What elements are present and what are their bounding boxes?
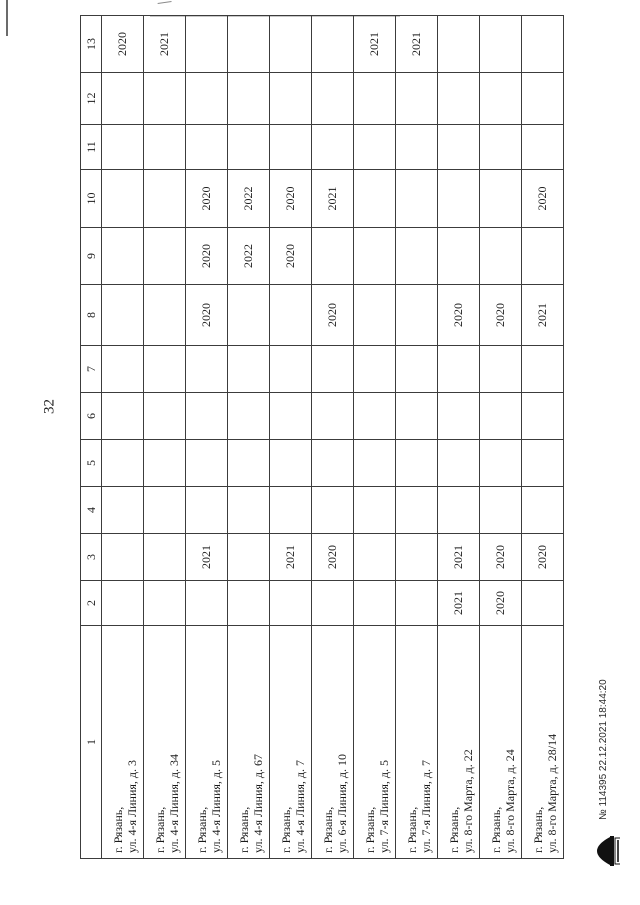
year-cell	[228, 346, 270, 393]
year-cell	[438, 16, 480, 73]
year-cell	[228, 440, 270, 487]
year-cell	[354, 393, 396, 440]
year-cell	[312, 393, 354, 440]
address-cell	[438, 626, 480, 859]
year-cell	[480, 393, 522, 440]
year-cell	[354, 581, 396, 626]
table-row	[144, 16, 186, 859]
page-edge-mark	[6, 0, 8, 36]
year-cell	[144, 125, 186, 170]
year-cell	[480, 125, 522, 170]
address-city: г. Рязань,	[531, 806, 545, 853]
year-cell	[354, 73, 396, 125]
year-cell: 2020	[186, 228, 228, 285]
year-cell	[144, 170, 186, 228]
table-row	[312, 16, 354, 859]
header-cell: 13	[81, 16, 102, 73]
year-cell	[312, 581, 354, 626]
year-cell	[144, 440, 186, 487]
address-street: ул. 4-я Линия, д. 3	[125, 759, 139, 853]
table-row	[102, 16, 144, 859]
year-cell	[522, 440, 564, 487]
address-street: ул. 4-я Линия, д. 5	[209, 759, 223, 853]
address-street: ул. 8-го Марта, д. 28/14	[545, 733, 559, 853]
year-cell: 2021	[144, 16, 186, 73]
year-cell: 2021	[438, 534, 480, 581]
year-cell	[144, 581, 186, 626]
year-cell	[228, 285, 270, 346]
year-cell	[438, 393, 480, 440]
year-cell: 2020	[522, 534, 564, 581]
address-cell	[144, 626, 186, 859]
year-cell: 2020	[480, 534, 522, 581]
year-cell: 2021	[438, 581, 480, 626]
year-cell	[312, 346, 354, 393]
year-cell	[396, 285, 438, 346]
year-cell	[186, 487, 228, 534]
table-row	[438, 16, 480, 859]
year-cell	[438, 487, 480, 534]
header-cell: 12	[81, 73, 102, 125]
table-row	[396, 16, 438, 859]
table-row	[270, 16, 312, 859]
year-cell	[480, 73, 522, 125]
address-street: ул. 4-я Линия, д. 7	[293, 759, 307, 853]
address-city: г. Рязань,	[363, 806, 377, 853]
year-cell	[102, 73, 144, 125]
year-cell	[396, 73, 438, 125]
year-cell: 2020	[186, 170, 228, 228]
table-row	[480, 16, 522, 859]
year-cell	[480, 487, 522, 534]
year-cell	[312, 16, 354, 73]
year-cell	[228, 487, 270, 534]
year-cell	[102, 440, 144, 487]
year-cell: 2021	[186, 534, 228, 581]
address-cell	[354, 626, 396, 859]
header-cell: 2	[81, 581, 102, 626]
year-cell	[270, 285, 312, 346]
year-cell	[270, 16, 312, 73]
year-cell	[522, 73, 564, 125]
year-cell: 2020	[480, 581, 522, 626]
year-cell	[480, 228, 522, 285]
year-cell	[522, 125, 564, 170]
header-cell: 5	[81, 440, 102, 487]
year-cell	[144, 534, 186, 581]
year-cell	[144, 285, 186, 346]
header-cell: 11	[81, 125, 102, 170]
year-cell	[270, 487, 312, 534]
year-cell: 2021	[312, 170, 354, 228]
year-cell	[312, 487, 354, 534]
address-street: ул. 7-я Линия, д. 5	[377, 759, 391, 853]
emblem-icon	[586, 828, 620, 874]
address-city: г. Рязань,	[279, 806, 293, 853]
year-cell	[270, 393, 312, 440]
registration-stamp	[598, 580, 610, 820]
year-cell	[396, 393, 438, 440]
year-cell: 2021	[396, 16, 438, 73]
table-container	[80, 32, 559, 859]
address-street: ул. 8-го Марта, д. 24	[503, 749, 517, 853]
address-city: г. Рязань,	[153, 806, 167, 853]
table-row	[522, 16, 564, 859]
year-cell: 2020	[270, 228, 312, 285]
year-cell	[186, 125, 228, 170]
year-cell	[228, 581, 270, 626]
year-cell	[228, 16, 270, 73]
year-cell	[270, 125, 312, 170]
year-cell	[354, 487, 396, 534]
address-city: г. Рязань,	[111, 806, 125, 853]
header-cell: 8	[81, 285, 102, 346]
year-cell	[144, 487, 186, 534]
stamp-text: № 114395 22.12.2021 18:44:20	[598, 679, 609, 820]
address-city: г. Рязань,	[195, 806, 209, 853]
year-cell	[312, 125, 354, 170]
address-cell	[228, 626, 270, 859]
year-cell	[396, 346, 438, 393]
address-street: ул. 8-го Марта, д. 22	[461, 749, 475, 853]
table-row	[354, 16, 396, 859]
header-cell: 9	[81, 228, 102, 285]
address-cell	[522, 626, 564, 859]
year-cell	[396, 581, 438, 626]
year-cell	[522, 487, 564, 534]
year-cell	[102, 285, 144, 346]
year-cell: 2021	[354, 16, 396, 73]
year-cell	[354, 228, 396, 285]
address-street: ул. 6-я Линия, д. 10	[335, 753, 349, 853]
year-cell: 2020	[312, 534, 354, 581]
year-cell	[396, 534, 438, 581]
year-cell	[102, 170, 144, 228]
year-cell: 2021	[522, 285, 564, 346]
year-cell	[102, 393, 144, 440]
year-cell	[102, 346, 144, 393]
year-cell	[480, 346, 522, 393]
address-cell	[102, 626, 144, 859]
header-row	[81, 16, 102, 859]
year-cell: 2022	[228, 170, 270, 228]
address-street: ул. 4-я Линия, д. 67	[251, 753, 265, 853]
year-cell	[144, 228, 186, 285]
year-cell	[186, 16, 228, 73]
address-city: г. Рязань,	[321, 806, 335, 853]
year-cell	[396, 125, 438, 170]
address-cell	[480, 626, 522, 859]
year-cell	[522, 346, 564, 393]
year-cell: 2021	[270, 534, 312, 581]
year-cell: 2020	[438, 285, 480, 346]
year-cell: 2020	[102, 16, 144, 73]
year-cell	[396, 487, 438, 534]
year-cell	[354, 346, 396, 393]
header-cell: 1	[81, 626, 102, 859]
year-cell	[102, 228, 144, 285]
year-cell	[312, 73, 354, 125]
year-cell	[228, 393, 270, 440]
year-cell	[522, 16, 564, 73]
year-cell	[438, 440, 480, 487]
year-cell	[480, 170, 522, 228]
year-cell	[480, 440, 522, 487]
year-cell	[186, 440, 228, 487]
year-cell: 2020	[480, 285, 522, 346]
address-cell	[312, 626, 354, 859]
year-cell	[438, 170, 480, 228]
year-cell	[354, 125, 396, 170]
year-cell	[438, 228, 480, 285]
year-cell: 2022	[228, 228, 270, 285]
year-cell	[186, 346, 228, 393]
year-cell	[186, 73, 228, 125]
header-cell: 7	[81, 346, 102, 393]
year-cell	[102, 487, 144, 534]
year-cell	[102, 581, 144, 626]
year-cell	[354, 285, 396, 346]
year-cell	[438, 73, 480, 125]
year-cell: 2020	[522, 170, 564, 228]
header-cell: 4	[81, 487, 102, 534]
address-street: ул. 7-я Линия, д. 7	[419, 759, 433, 853]
header-cell: 6	[81, 393, 102, 440]
address-city: г. Рязань,	[405, 806, 419, 853]
year-cell: 2020	[312, 285, 354, 346]
address-cell	[186, 626, 228, 859]
year-cell	[144, 393, 186, 440]
year-cell	[354, 170, 396, 228]
year-cell: 2020	[186, 285, 228, 346]
year-cell	[102, 125, 144, 170]
year-cell	[228, 534, 270, 581]
year-cell	[522, 228, 564, 285]
year-cell: 2020	[270, 170, 312, 228]
year-cell	[522, 393, 564, 440]
address-city: г. Рязань,	[447, 806, 461, 853]
year-cell	[522, 581, 564, 626]
year-cell	[270, 346, 312, 393]
table-body	[102, 16, 564, 859]
table-row	[186, 16, 228, 859]
year-cell	[480, 16, 522, 73]
address-cell	[270, 626, 312, 859]
address-cell	[396, 626, 438, 859]
scan-artifact	[158, 1, 173, 10]
year-cell	[354, 534, 396, 581]
year-cell	[396, 228, 438, 285]
year-cell	[312, 228, 354, 285]
year-cell	[228, 73, 270, 125]
address-city: г. Рязань,	[489, 806, 503, 853]
year-cell	[186, 393, 228, 440]
year-cell	[438, 125, 480, 170]
year-cell	[354, 440, 396, 487]
year-cell	[312, 440, 354, 487]
year-cell	[396, 170, 438, 228]
year-cell	[228, 125, 270, 170]
address-street: ул. 4-я Линия, д. 34	[167, 753, 181, 853]
address-city: г. Рязань,	[237, 806, 251, 853]
year-cell	[144, 73, 186, 125]
year-cell	[102, 534, 144, 581]
header-cell: 3	[81, 534, 102, 581]
year-cell	[438, 346, 480, 393]
year-cell	[186, 581, 228, 626]
year-cell	[270, 581, 312, 626]
year-cell	[144, 346, 186, 393]
page-number: 32	[41, 399, 58, 414]
year-cell	[396, 440, 438, 487]
year-cell	[270, 440, 312, 487]
table-row	[228, 16, 270, 859]
header-cell: 10	[81, 170, 102, 228]
year-cell	[270, 73, 312, 125]
data-table	[80, 15, 564, 859]
